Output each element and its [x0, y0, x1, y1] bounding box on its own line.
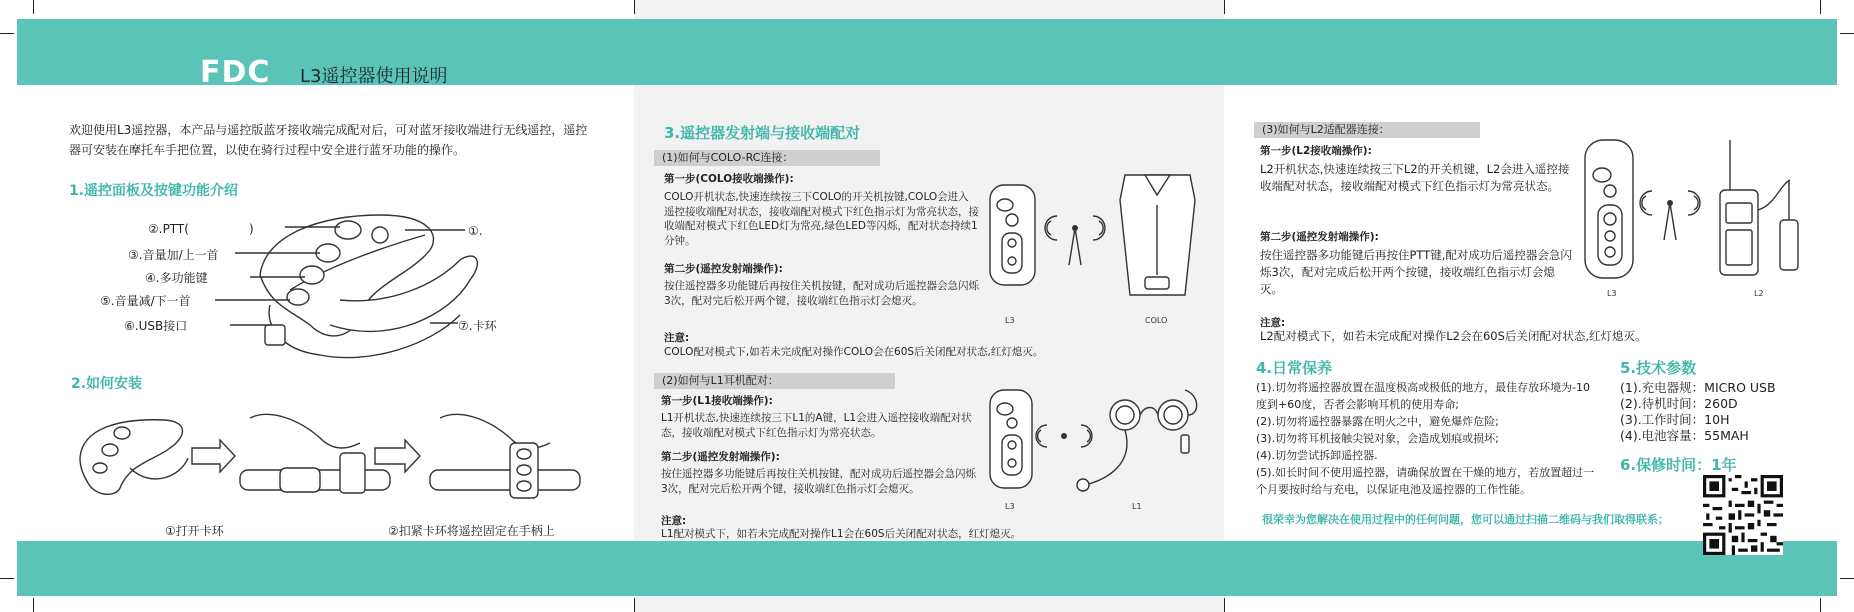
- spec-item: (2).待机时间：260D: [1620, 396, 1738, 411]
- crop-mark: [634, 598, 635, 612]
- colo-step1-title: 第一步(COLO接收端操作):: [664, 173, 794, 185]
- section4-title: 4.日常保养: [1256, 359, 1333, 377]
- crop-mark: [1820, 0, 1821, 14]
- section3-title: 3.遥控器发射端与接收端配对: [664, 124, 861, 142]
- install-caption-1: ①打开卡环: [165, 524, 224, 538]
- colo-step2-text: 按住遥控器多功能键后再按住关机按键，配对成功后遥控器会急闪烁3次，配对完后松开两个键，接收端红色指示灯会熄灭。: [664, 280, 979, 307]
- colo-note-text: COLO配对模式下,如若未完成配对操作COLO会在60S后关闭配对状态,红灯熄灭。: [664, 346, 1044, 358]
- crop-mark: [634, 0, 635, 14]
- l2-caption-l2: L2: [1754, 289, 1764, 298]
- colo-caption-l3: L3: [1005, 316, 1015, 325]
- l2-pairing-illustration: [1580, 135, 1810, 290]
- maintenance-item: (3).切勿将耳机接触尖锐对象，会造成划痕或损坏;: [1256, 432, 1499, 445]
- crop-mark: [0, 578, 14, 579]
- crop-mark: [0, 33, 14, 34]
- colo-note-title: 注意:: [664, 332, 690, 344]
- l1-note-title: 注意:: [661, 515, 687, 527]
- l1-step1-title: 第一步(L1接收端操作):: [661, 395, 773, 407]
- maintenance-item: (5).如长时间不使用遥控器，请确保放置在干燥的地方，若放置超过一个月要按时给与充电，以保证电池及遥控器的工作性能。: [1256, 466, 1595, 496]
- crop-mark: [1224, 598, 1225, 612]
- crop-mark: [1224, 0, 1225, 14]
- footer-band: [17, 541, 1837, 596]
- crop-mark: [1840, 578, 1854, 579]
- maintenance-item: (4).切勿尝试拆卸遥控器.: [1256, 449, 1378, 462]
- label-button-1: ①.: [468, 224, 483, 238]
- l1-step1-text: L1开机状态,快速连续按三下L1的A键，L1会进入遥控接收端配对状态，接收端配对模式下红色指示灯为常亮状态。: [661, 412, 972, 439]
- section2-title: 2.如何安装: [71, 376, 143, 392]
- colo-tag: (1)如何与COLO-RC连接：: [654, 150, 880, 166]
- label-multifunction: ④.多功能键: [145, 271, 208, 285]
- crop-mark: [33, 0, 34, 14]
- maintenance-item: (2).切勿将遥控器暴露在明火之中，避免爆炸危险;: [1256, 415, 1499, 428]
- label-volume-down: ⑤.音量减/下一首: [100, 294, 191, 308]
- page-title: L3遥控器使用说明: [300, 66, 448, 87]
- l1-caption-l1: L1: [1132, 502, 1142, 511]
- l2-tag: (3)如何与L2适配器连接：: [1254, 122, 1480, 138]
- section5-title: 5.技术参数: [1620, 359, 1697, 377]
- install-diagram: [70, 398, 590, 518]
- colo-step1-text: COLO开机状态,快速连续按三下COLO的开关机按键,COLO会进入遥控接收端配对状态，接收端配对模式下红色指示灯为常亮状态，接收端配对模式下红色LED灯为常亮,绿色LED等闪烁，配对状态持续1分钟。: [664, 191, 979, 247]
- label-clip-ring: ⑦.卡环: [458, 319, 497, 333]
- l1-tag: (2)如何与L1耳机配对：: [654, 373, 895, 389]
- qr-code[interactable]: [1703, 475, 1783, 555]
- l1-caption-l3: L3: [1005, 502, 1015, 511]
- spec-item: (1).充电器规：MICRO USB: [1620, 380, 1776, 395]
- contact-text: 很荣幸为您解决在使用过程中的任何问题，您可以通过扫描二维码与我们取得联系；: [1262, 513, 1669, 526]
- spec-list: [1620, 380, 1776, 444]
- header-band: [17, 19, 1837, 85]
- l1-note-text: L1配对模式下，如若未完成配对操作L1会在60S后关闭配对状态，红灯熄灭。: [661, 528, 1022, 540]
- section6-title: 6.保修时间：1年: [1620, 456, 1737, 474]
- maintenance-item: (1).切勿将遥控器放置在温度极高或极低的地方，最佳存放环境为-10度到+60度，否者会影响耳机的使用寿命;: [1256, 381, 1591, 411]
- l1-step2-title: 第二步(遥控发射端操作):: [661, 451, 780, 463]
- l2-step1-title: 第一步(L2接收端操作):: [1260, 145, 1372, 157]
- colo-step2-title: 第二步(遥控发射端操作):: [664, 263, 783, 275]
- label-ptt: ②.PTT( ): [148, 222, 254, 236]
- section1-title: 1.遥控面板及按键功能介绍: [69, 183, 239, 199]
- brand-logo: FDC: [200, 55, 271, 90]
- l2-caption-l3: L3: [1607, 289, 1617, 298]
- l2-step1-text: L2开机状态,快速连续按三下L2的开关机键，L2会进入遥控接收端配对状态，接收端配对模式下红色指示灯为常亮状态。: [1260, 162, 1570, 193]
- colo-pairing-illustration: [985, 165, 1205, 320]
- colo-caption-colo: COLO: [1145, 316, 1168, 325]
- crop-mark: [1820, 598, 1821, 612]
- label-usb: ⑥.USB接口: [124, 319, 188, 333]
- l1-pairing-illustration: [985, 385, 1205, 500]
- spec-item: (3).工作时间：10H: [1620, 412, 1730, 427]
- spec-item: (4).电池容量：55MAH: [1620, 428, 1749, 443]
- intro-paragraph: 欢迎使用L3遥控器，本产品与遥控版蓝牙接收端完成配对后，可对蓝牙接收端进行无线遥控，遥控器可安装在摩托车手把位置，以使在骑行过程中安全进行蓝牙功能的操作。: [69, 123, 588, 157]
- l2-step2-text: 按住遥控器多功能键后再按住PTT键,配对成功后遥控器会急闪烁3次，配对完成后松开两个按键，接收端红色指示灯会熄灭。: [1260, 248, 1572, 296]
- install-caption-2: ②扣紧卡环将遥控固定在手柄上: [388, 524, 555, 538]
- l2-step2-title: 第二步(遥控发射端操作):: [1260, 231, 1379, 243]
- l1-step2-text: 按住遥控器多功能键后再按住关机按键，配对成功后遥控器会急闪烁3次，配对完后松开两个键，接收端红色指示灯会熄灭。: [661, 468, 976, 495]
- l2-note-title: 注意:: [1260, 317, 1286, 329]
- label-volume-up: ③.音量加/上一首: [128, 248, 219, 262]
- maintenance-list: [1256, 379, 1596, 498]
- l2-note-text: L2配对模式下，如若未完成配对操作L2会在60S后关闭配对状态,红灯熄灭。: [1260, 329, 1647, 343]
- crop-mark: [33, 598, 34, 612]
- crop-mark: [1840, 33, 1854, 34]
